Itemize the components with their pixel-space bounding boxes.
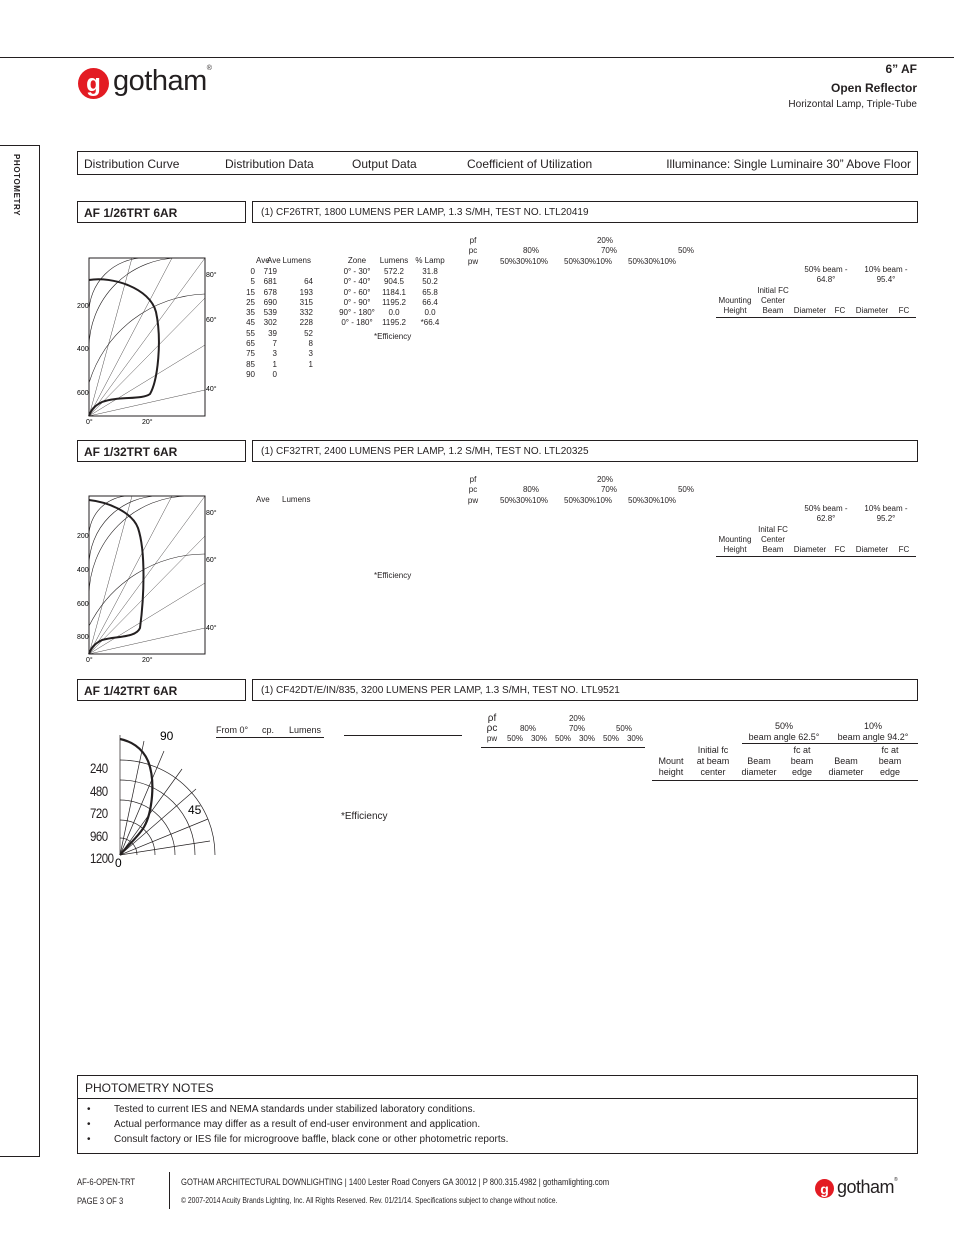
s1-dist-row-cell: 0: [272, 369, 277, 379]
s3-ylabels: 240 480 720 960 1200: [90, 760, 114, 866]
s2-ylabel-400: 400: [77, 567, 89, 574]
s3-angle-90: 90: [160, 729, 174, 743]
nav-output-data[interactable]: Output Data: [352, 157, 417, 171]
s1-dist-row: [241, 267, 313, 277]
s3-output-note: *Efficiency: [341, 811, 388, 822]
s2-cu-head: pf 20% pc 80% 70% 50% pw 50% 30% 10% 50% 30% 10% 50% 30% 10%: [467, 475, 694, 505]
s1-dist-row: [241, 318, 313, 328]
s1-ill-rule: [716, 317, 916, 318]
s2-angle-60: 60°: [206, 557, 217, 564]
product-size: 6” AF: [885, 62, 917, 76]
s2-xlabel-0: 0°: [86, 657, 93, 664]
s1-angle-40: 40°: [206, 386, 217, 393]
s1-out-row-cell: 66.4: [422, 297, 438, 307]
s1-output-head: [338, 256, 448, 266]
s1-dist-row-cell: 64: [304, 277, 313, 287]
s1-dist-row-cell: 35: [246, 308, 255, 318]
section-3-name: AF 1/42TRT 6AR: [77, 679, 246, 701]
s2-angle-40: 40°: [206, 625, 217, 632]
nav-coefficient-utilization[interactable]: Coefficient of Utilization: [467, 157, 593, 171]
s2-illuminance-head: 50% beam - 10% beam - 62.8° 95.2° Inital FC Mounting Center Height Beam Diameter FC Diameter FC: [718, 504, 910, 555]
s1-out-head-cell: % Lamp: [415, 256, 445, 265]
product-subtitle: Horizontal Lamp, Triple-Tube: [788, 99, 917, 110]
section-2-candlepower-curve: [72, 488, 232, 668]
s1-dist-row-cell: 315: [299, 297, 313, 307]
s1-output-rows: [338, 267, 448, 329]
s1-out-row-cell: 0.0: [388, 308, 400, 318]
photometry-nav: [77, 151, 918, 175]
s1-dist-row: [241, 370, 313, 380]
s1-dist-row-cell: 55: [246, 328, 255, 338]
s3-angle-45: 45: [188, 803, 202, 817]
s1-out-head: [338, 256, 448, 266]
s1-out-row-cell: 0.0: [424, 308, 436, 318]
s1-out-row-cell: 1195.2: [382, 318, 406, 328]
s2-ill-rule: [716, 556, 916, 557]
s1-dist-row-cell: 85: [246, 359, 255, 369]
s1-out-row-cell: 572.2: [383, 267, 405, 276]
note-item: • Consult factory or IES file for microgroove baffle, black cone or other photometric reports.: [114, 1134, 508, 1145]
s1-dist-row-cell: 1: [308, 359, 313, 369]
footer-divider: [169, 1172, 170, 1209]
s2-angle-80: 80°: [206, 510, 217, 517]
s2-ylabel-800: 800: [77, 634, 89, 641]
photometry-notes-title: PHOTOMETRY NOTES: [77, 1075, 918, 1099]
s1-out-row-cell: 0° - 40°: [343, 277, 371, 287]
s1-cu-head: pf 20% pc 80% 70% 50% pw 50% 30% 10% 50% 30% 10% 50% 30% 10%: [467, 236, 694, 266]
s1-out-row-cell: 0° - 60°: [343, 287, 371, 297]
s1-dist-row-cell: 332: [299, 308, 313, 318]
brand-g-icon: g: [78, 68, 109, 99]
footer-code: AF-6-OPEN-TRT: [77, 1177, 136, 1187]
section-1-distribution-data: Ave Lumens: [267, 256, 311, 265]
footer-copyright: © 2007-2014 Acuity Brands Lighting, Inc. All Rights Reserved. Rev. 01/21/14. Specifications subject to change without notice.: [181, 1196, 558, 1205]
s1-out-row-cell: 0° - 30°: [343, 267, 371, 276]
nav-illuminance[interactable]: Illuminance: Single Luminaire 30” Above Floor: [666, 157, 911, 171]
s1-dist-row: [241, 298, 313, 308]
s1-out-row-cell: 90° - 180°: [339, 308, 375, 318]
s1-dist-row-cell: 193: [299, 287, 313, 297]
product-title-block: [788, 62, 917, 110]
s2-output-note: *Efficiency: [374, 571, 412, 580]
s1-dist-row-cell: 5: [250, 277, 255, 287]
s1-dist-row-cell: 3: [272, 349, 277, 359]
s1-dist-row-cell: [277, 267, 313, 277]
footer-brand-logo: [815, 1176, 898, 1198]
s1-dist-row-cell: 1: [272, 359, 277, 369]
s1-out-head-cell: Lumens: [379, 256, 409, 265]
s1-dist-row: [241, 339, 313, 349]
s3-ill-top-rule: [742, 743, 918, 744]
s1-out-row-cell: 0° - 180°: [341, 318, 373, 328]
s1-dist-rows: [241, 267, 313, 380]
s1-dist-row-cell: 65: [246, 339, 255, 349]
note-item: • Tested to current IES and NEMA standards under stabilized laboratory conditions.: [114, 1104, 475, 1115]
s2-ylabel-200: 200: [77, 533, 89, 540]
s2-dist-head-ave: Ave: [256, 495, 270, 504]
header-rule: [0, 57, 954, 58]
s1-dist-row-cell: 719: [263, 267, 277, 276]
s1-ylabel-200: 200: [77, 303, 89, 310]
section-1-name: AF 1/26TRT 6AR: [77, 201, 246, 223]
s1-dist-row-cell: 3: [308, 349, 313, 359]
s1-out-head-cell: Zone: [347, 256, 367, 265]
s1-dist-row: [241, 360, 313, 370]
s1-dist-row-cell: 8: [308, 339, 313, 349]
s1-output-note: *Efficiency: [374, 332, 412, 341]
section-1-candlepower-curve: [72, 250, 232, 430]
s1-dist-row: [241, 288, 313, 298]
s1-dist-row-cell: 39: [268, 328, 277, 338]
s2-xlabel-20: 20°: [142, 657, 153, 664]
s1-out-row: [338, 288, 448, 298]
s1-xlabel-20: 20°: [142, 419, 153, 426]
s1-out-row: [338, 298, 448, 308]
s3-cu-rule: [481, 747, 645, 748]
s1-out-row: [338, 277, 448, 287]
s1-dist-row: [241, 277, 313, 287]
s1-illuminance-head: 50% beam - 10% beam - 64.8° 95.4° Initial FC Mounting Center Height Beam Diameter FC Diameter FC: [718, 265, 910, 316]
s1-angle-80: 80°: [206, 272, 217, 279]
s1-dist-row-cell: 681: [263, 277, 277, 287]
footer-brand-g-icon: g: [815, 1179, 834, 1198]
s1-dist-row: [241, 349, 313, 359]
nav-distribution-data[interactable]: Distribution Data: [225, 157, 314, 171]
s1-dist-head-ave: Ave: [256, 256, 270, 265]
section-2-description: (1) CF32TRT, 2400 LUMENS PER LAMP, 1.2 S/MH, TEST NO. LTL20325: [252, 440, 918, 462]
side-label: PHOTOMETRY: [12, 154, 21, 217]
s3-dist-head: From 0° cp. Lumens: [216, 725, 322, 735]
note-item: • Actual performance may differ as a result of end-user environment and application.: [114, 1119, 480, 1130]
s1-dist-row-cell: 228: [299, 318, 313, 328]
s3-out-rule: [344, 735, 462, 736]
s3-ill-rule: [652, 780, 918, 781]
side-rule: [39, 145, 40, 1157]
photometry-notes-list: [77, 1098, 918, 1154]
s1-out-row-cell: 0° - 90°: [343, 297, 371, 307]
s1-dist-row: [241, 308, 313, 318]
s1-dist-row-cell: 52: [304, 328, 313, 338]
s1-ylabel-600: 600: [77, 390, 89, 397]
s1-angle-60: 60°: [206, 317, 217, 324]
product-name: Open Reflector: [830, 81, 917, 95]
s2-dist-head-lumens: Lumens: [282, 495, 311, 504]
s1-dist-row: [241, 329, 313, 339]
s1-out-row-cell: 50.2: [422, 277, 438, 287]
s1-dist-row-cell: [277, 370, 313, 380]
section-3-description: (1) CF42DT/E/IN/835, 3200 LUMENS PER LAMP, 1.3 S/MH, TEST NO. LTL9521: [252, 679, 918, 701]
s1-out-row: [338, 318, 448, 328]
brand-logo: [78, 65, 212, 99]
section-1-description: (1) CF26TRT, 1800 LUMENS PER LAMP, 1.3 S/MH, TEST NO. LTL20419: [252, 201, 918, 223]
s1-out-row-cell: *66.4: [420, 318, 440, 328]
s1-dist-head: Lumens: [282, 256, 311, 265]
side-top-rule: [0, 145, 40, 146]
s3-xlabel-0: 0: [115, 856, 122, 870]
s3-illuminance-subhead: Initial fc fc at fc at Mount at beam Beam beam Beam beam height center diameter edge diameter edge: [658, 745, 902, 777]
s3-illuminance-head: 50% 10% beam angle 62.5° beam angle 94.2°: [748, 721, 909, 742]
s3-cu-head: ρf 20% ρc 80% 70% 50% pw 50% 30% 50% 30% 50% 30%: [486, 713, 643, 743]
s1-dist-row-cell: 75: [246, 349, 255, 359]
s1-out-row: [338, 308, 448, 318]
s1-dist-row-cell: 7: [272, 339, 277, 349]
s1-dist-row-cell: 0: [250, 267, 255, 276]
section-2-name: AF 1/32TRT 6AR: [77, 440, 246, 462]
nav-distribution-curve[interactable]: Distribution Curve: [84, 157, 180, 171]
s1-dist-row-cell: 90: [246, 369, 255, 379]
s1-dist-row-cell: 45: [246, 318, 255, 328]
s1-out-row-cell: 904.5: [383, 277, 405, 287]
s1-out-row-cell: 1184.1: [382, 287, 406, 297]
footer-brand-wordmark: gotham®: [837, 1176, 898, 1197]
s1-xlabel-0: 0°: [86, 419, 93, 426]
s2-ylabel-600: 600: [77, 601, 89, 608]
s1-out-row-cell: 1195.2: [382, 297, 406, 307]
s1-out-row: [338, 267, 448, 277]
s1-out-row-cell: 65.8: [422, 287, 438, 297]
s1-out-row-cell: 31.8: [422, 267, 438, 276]
s3-dist-rule: [216, 737, 324, 738]
footer-address: GOTHAM ARCHITECTURAL DOWNLIGHTING | 1400 Lester Road Conyers GA 30012 | P 800.315.4982 | gothamlighting.com: [181, 1177, 610, 1187]
s1-dist-row-cell: 690: [263, 297, 277, 307]
s1-ylabel-400: 400: [77, 346, 89, 353]
side-bottom-rule: [0, 1156, 40, 1157]
s1-dist-row-cell: 25: [246, 297, 255, 307]
brand-wordmark: gotham®: [113, 65, 212, 97]
s1-dist-row-cell: 15: [246, 287, 255, 297]
s1-dist-row-cell: 539: [263, 308, 277, 318]
s1-dist-row-cell: 678: [263, 287, 277, 297]
footer-page: PAGE 3 OF 3: [77, 1196, 124, 1206]
s1-dist-row-cell: 302: [263, 318, 277, 328]
